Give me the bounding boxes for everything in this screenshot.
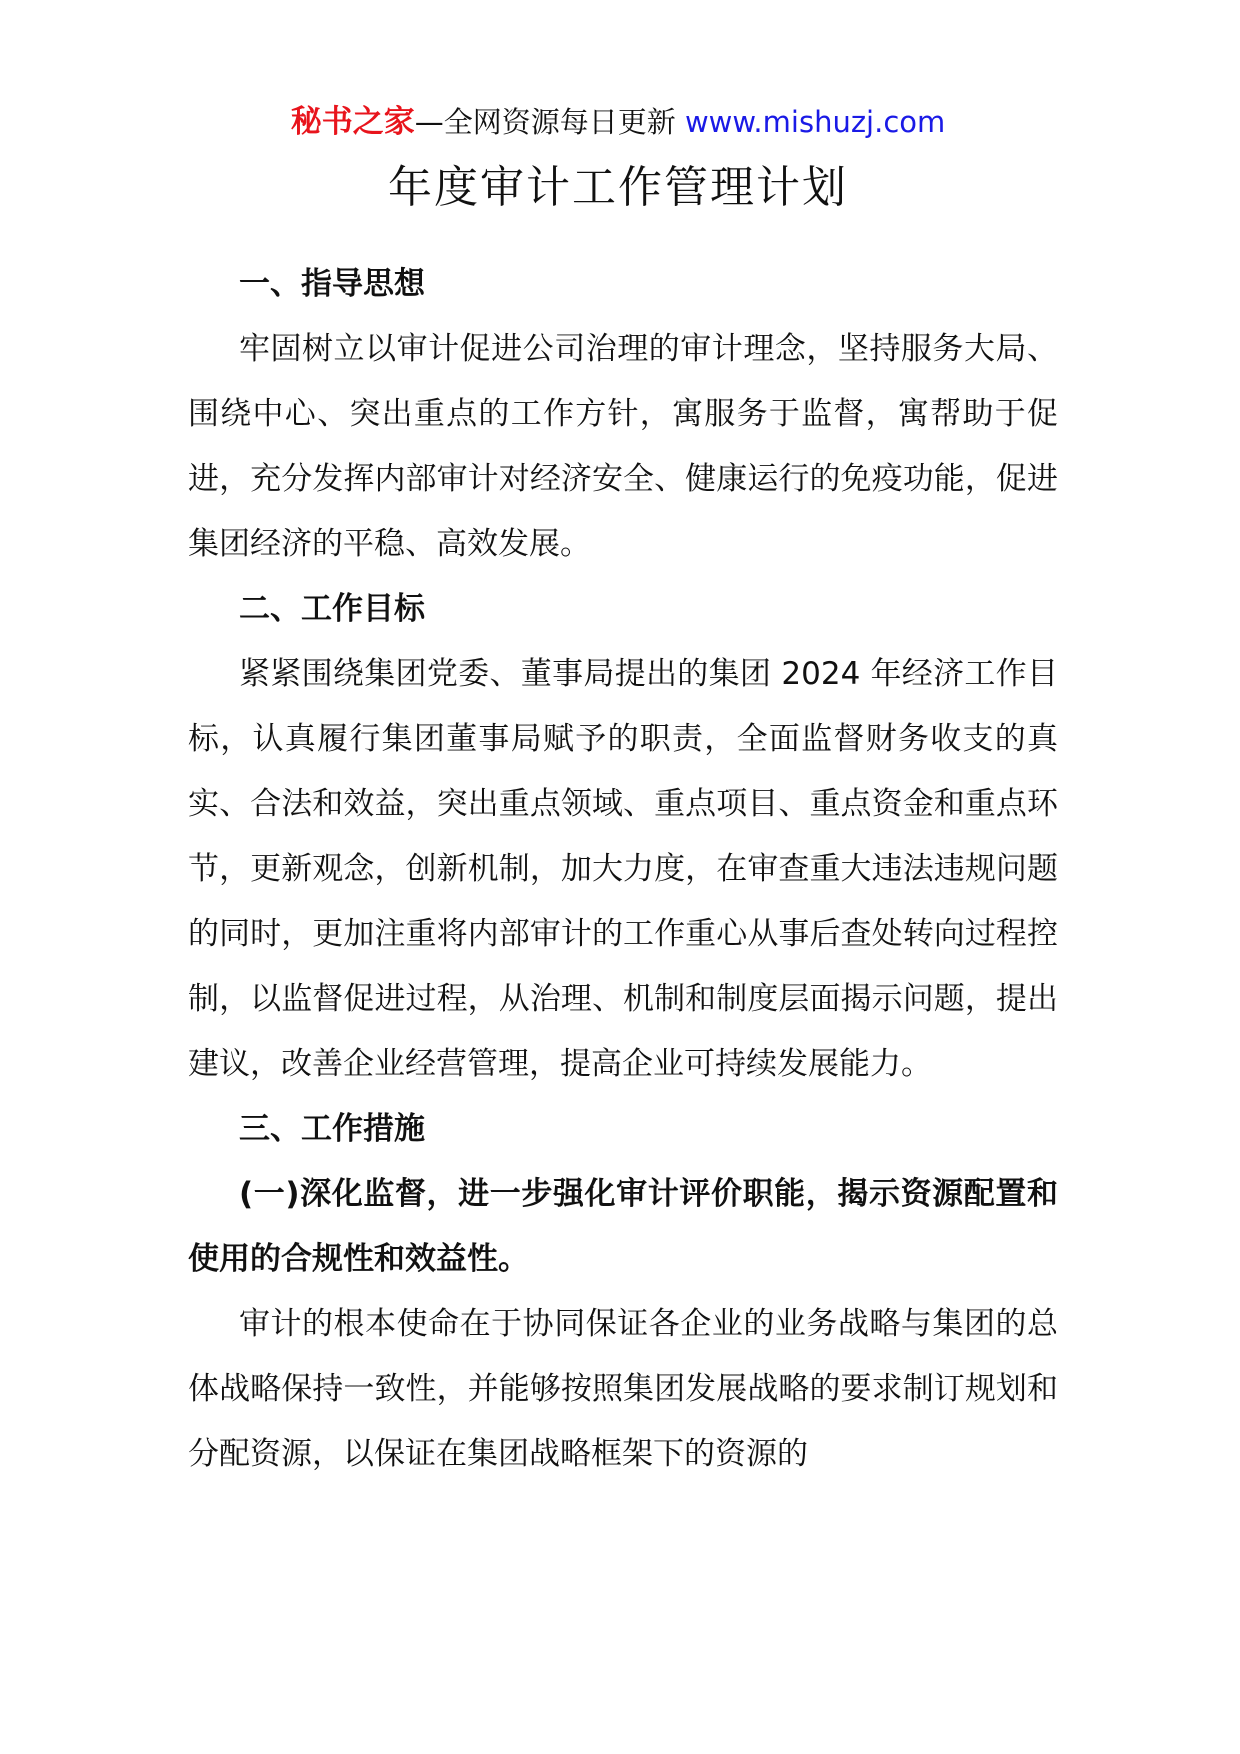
section-heading-guiding-ideology: 一、指导思想 [239,266,425,302]
section-heading-work-measures: 三、工作措施 [239,1111,425,1147]
site-banner [178,100,1058,144]
banner-tagline: —全网资源每日更新 [414,105,685,139]
paragraph-deepen-supervision: 审计的根本使命在于协同保证各企业的业务战略与集团的总体战略保持一致性，并能够按照集团发展战略的要求制订规划和分配资源，以保证在集团战略框架下的资源的 [188,1306,1058,1472]
paragraph-guiding-ideology: 牢固树立以审计促进公司治理的审计理念，坚持服务大局、围绕中心、突出重点的工作方针，寓服务于监督，寓帮助于促进，充分发挥内部审计对经济安全、健康运行的免疫功能，促进集团经济的平稳、高效发展。 [188,331,1058,562]
banner-brand: 秘书之家 [290,104,415,140]
banner-url: www.mishuzj.com [684,105,946,139]
paragraph-work-goals: 紧紧围绕集团党委、董事局提出的集团 2024 年经济工作目标，认真履行集团董事局赋予的职责，全面监督财务收支的真实、合法和效益，突出重点领域、重点项目、重点资金和重点环节，更新观念，创新机制，加大力度，在审查重大违法违规问题的同时，更加注重将内部审计的工作重心从事后查处转向过程控制，以监督促进过程，从治理、机制和制度层面揭示问题，提出建议，改善企业经营管理，提高企业可持续发展能力。 [188,656,1058,1082]
document-page [188,100,1058,1487]
section-heading-work-goals: 二、工作目标 [239,591,425,627]
subsection-heading-deepen-supervision: (一)深化监督，进一步强化审计评价职能，揭示资源配置和使用的合规性和效益性。 [188,1176,1058,1277]
document-title: 年度审计工作管理计划 [388,162,848,213]
